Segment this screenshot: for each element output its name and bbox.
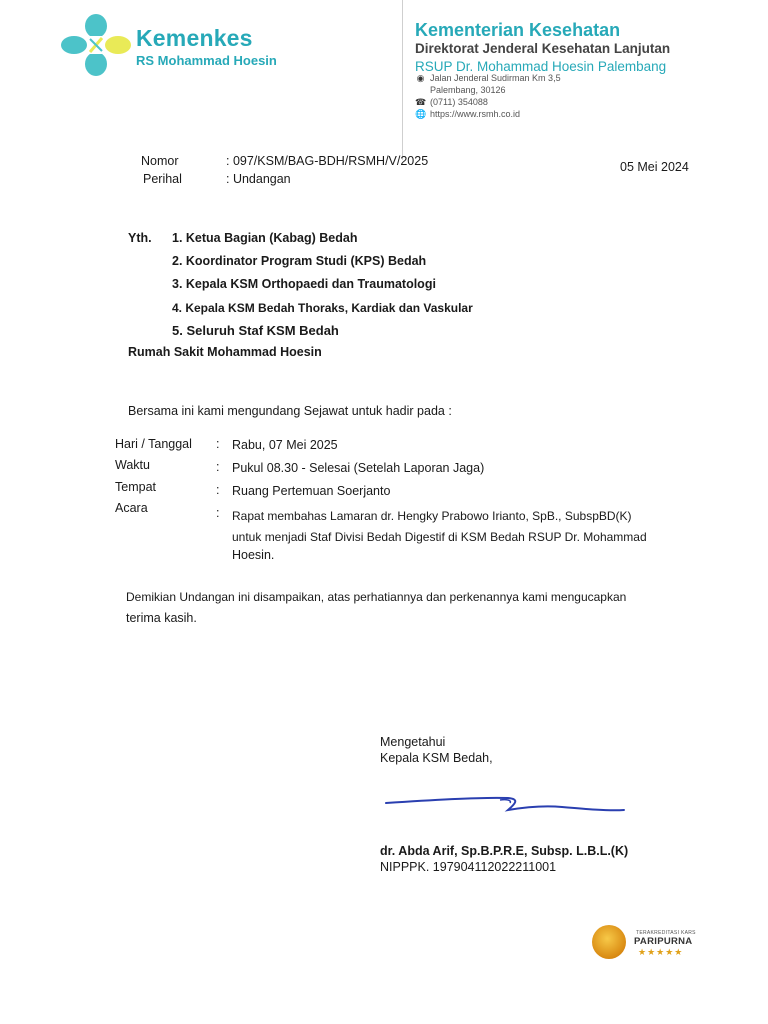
detail-value-line: untuk menjadi Staf Divisi Bedah Digestif di KSM Bedah RSUP Dr. Mohammad (232, 530, 647, 544)
detail-label: Acara (115, 501, 148, 515)
signoff-line: Mengetahui (380, 735, 446, 749)
detail-colon: : (216, 460, 220, 474)
header-divider (402, 0, 403, 160)
website-url: https://www.rsmh.co.id (430, 109, 521, 119)
accreditation-small-text: TERAKREDITASI KARS (636, 930, 696, 936)
detail-label: Waktu (115, 458, 150, 472)
accreditation-stars: ★★★★★ (638, 947, 684, 957)
recipient-item: 1. Ketua Bagian (Kabag) Bedah (172, 231, 358, 245)
yth-label: Yth. (128, 231, 152, 245)
detail-label: Tempat (115, 480, 156, 494)
detail-value: Rabu, 07 Mei 2025 (232, 438, 338, 452)
brand-subtitle: RS Mohammad Hoesin (136, 53, 277, 68)
address-line2: Palembang, 30126 (430, 85, 506, 95)
ministry-title: Kementerian Kesehatan (415, 20, 621, 40)
letter-date: 05 Mei 2024 (620, 160, 689, 174)
detail-value: Pukul 08.30 - Selesai (Setelah Laporan Jaga) (232, 461, 485, 475)
signer-name: dr. Abda Arif, Sp.B.P.R.E, Subsp. L.B.L.(K) (380, 844, 629, 858)
detail-value-line: Hoesin. (232, 548, 275, 562)
address-row (415, 72, 561, 84)
recipient-item: 5. Seluruh Staf KSM Bedah (172, 323, 339, 338)
ministry-block (415, 20, 755, 76)
detail-colon: : (216, 483, 220, 497)
handwritten-signature (380, 790, 630, 820)
globe-icon: 🌐 (415, 109, 427, 119)
brand-block (136, 26, 277, 69)
perihal-label: Perihal (143, 172, 182, 186)
signer-nip: NIPPPK. 197904112022211001 (380, 860, 557, 874)
detail-colon: : (216, 437, 220, 451)
website-row (415, 108, 520, 120)
accreditation-main-text: PARIPURNA (634, 936, 693, 947)
address-line1: Jalan Jenderal Sudirman Km 3,5 (430, 73, 561, 83)
recipient-item: 2. Koordinator Program Studi (KPS) Bedah (172, 254, 427, 268)
recipient-item: 4. Kepala KSM Bedah Thoraks, Kardiak dan Vaskular (172, 301, 473, 315)
phone-number: (0711) 354088 (430, 97, 488, 107)
phone-row (415, 96, 488, 108)
nomor-value: : 097/KSM/BAG-BDH/RSMH/V/2025 (226, 154, 429, 168)
phone-icon: ☎ (415, 97, 427, 107)
nomor-label: Nomor (141, 154, 179, 168)
institution-name: Rumah Sakit Mohammad Hoesin (128, 345, 322, 359)
detail-value-line: Rapat membahas Lamaran dr. Hengky Prabowo Irianto, SpB., SubspBD(K) (232, 509, 632, 523)
directorate-name: Direktorat Jenderal Kesehatan Lanjutan (415, 41, 671, 56)
perihal-value: : Undangan (226, 172, 291, 186)
hospital-name: RSUP Dr. Mohammad Hoesin Palembang (415, 59, 667, 74)
recipient-item: 3. Kepala KSM Orthopaedi dan Traumatologi (172, 277, 436, 291)
closing-text: terima kasih. (126, 611, 197, 625)
closing-text: Demikian Undangan ini disampaikan, atas perhatiannya dan perkenannya kami mengucapkan (126, 590, 627, 604)
accreditation-seal-icon (592, 925, 626, 959)
detail-value: Ruang Pertemuan Soerjanto (232, 484, 391, 498)
signoff-line: Kepala KSM Bedah, (380, 751, 493, 765)
kemenkes-logo-icon (60, 12, 132, 78)
brand-name: Kemenkes (136, 25, 253, 51)
detail-colon: : (216, 506, 220, 520)
detail-label: Hari / Tanggal (115, 437, 192, 451)
location-pin-icon: ◉ (416, 73, 425, 83)
intro-text: Bersama ini kami mengundang Sejawat untuk hadir pada : (128, 404, 452, 418)
